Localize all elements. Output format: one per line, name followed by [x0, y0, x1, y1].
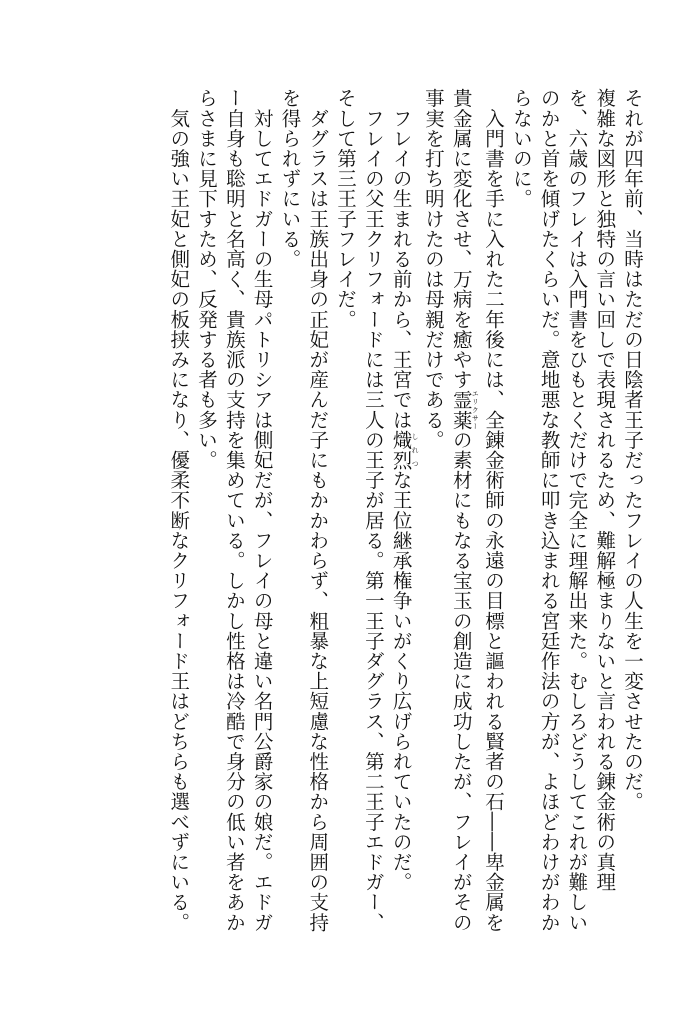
text-segment: フレイの生まれる前から、王宮では: [389, 108, 413, 430]
text-line: 事実を打ち明けたのは母親だけである。: [421, 88, 445, 450]
text-segment: 気の強い王妃と側妃の板挟みになり、優柔不断なクリフォード王はどちらも選べずにいる。: [167, 108, 191, 933]
text-segment: の素材にもなる宝玉の創造に成功したが、フレイがその: [449, 429, 473, 933]
text-line: [387, 88, 419, 948]
text-line: それが四年前、当時はただの日陰者王子だったフレイの人生を一変させたのだ。: [621, 88, 644, 812]
text-line: [479, 88, 507, 948]
ruby-reading: エリクサー: [471, 389, 480, 430]
ruby-annotation: [449, 389, 480, 430]
text-line: を、六歳のフレイは入門書をひもとくだけで完全に理解出来た。むしろどうしてこれが難しい: [565, 88, 589, 933]
text-line: ー自身も聡明と名高く、貴族派の支持を集めている。しかし性格は冷酷で身分の低い者をあか: [222, 88, 246, 933]
text-line: らさまに見下すため、反発する者も多い。: [195, 88, 219, 470]
ruby-base: 霊薬: [449, 389, 473, 430]
ruby-annotation: [389, 429, 420, 470]
text-line: 複雑な図形と独特の言い回しで表現されるため、難解極まりないと言われる錬金術の真理: [593, 88, 617, 892]
text-line: を得られずにいる。: [278, 88, 302, 269]
text-line: そして第三王子フレイだ。: [334, 88, 358, 330]
text-line: [447, 88, 479, 948]
text-line: [359, 88, 387, 948]
text-segment: 貴金属に変化させ、万病を癒やす: [449, 88, 473, 390]
text-segment: な王位継承権争いがくり広げられていたのだ。: [389, 469, 413, 893]
text-segment: 対してエドガーの生母パトリシアは側妃だが、フレイの母と違い名門公爵家の娘だ。エドガ: [250, 108, 274, 933]
vertical-text-body: [164, 88, 646, 948]
text-line: [164, 88, 192, 948]
text-segment: フレイの父王クリフォードには三人の王子が居る。第一王子ダグラス、第二王子エドガー、: [361, 108, 385, 933]
text-line: [248, 88, 276, 948]
text-line: らないのに。: [509, 88, 533, 209]
ruby-reading: しれつ: [411, 429, 420, 470]
text-segment: ダグラスは王族出身の正妃が産んだ子にもかかわらず、粗暴な上短慮な性格から周囲の支持: [306, 108, 330, 933]
ruby-base: 熾烈: [389, 429, 413, 470]
text-line: [303, 88, 331, 948]
text-segment: 入門書を手に入れた二年後には、全錬金術師の永遠の目標と謳われる賢者の石――卑金属を: [482, 108, 506, 933]
text-line: のかと首を傾げたくらいだ。意地悪な教師に叩き込まれる宮廷作法の方が、よほどわけがわか: [537, 88, 561, 933]
